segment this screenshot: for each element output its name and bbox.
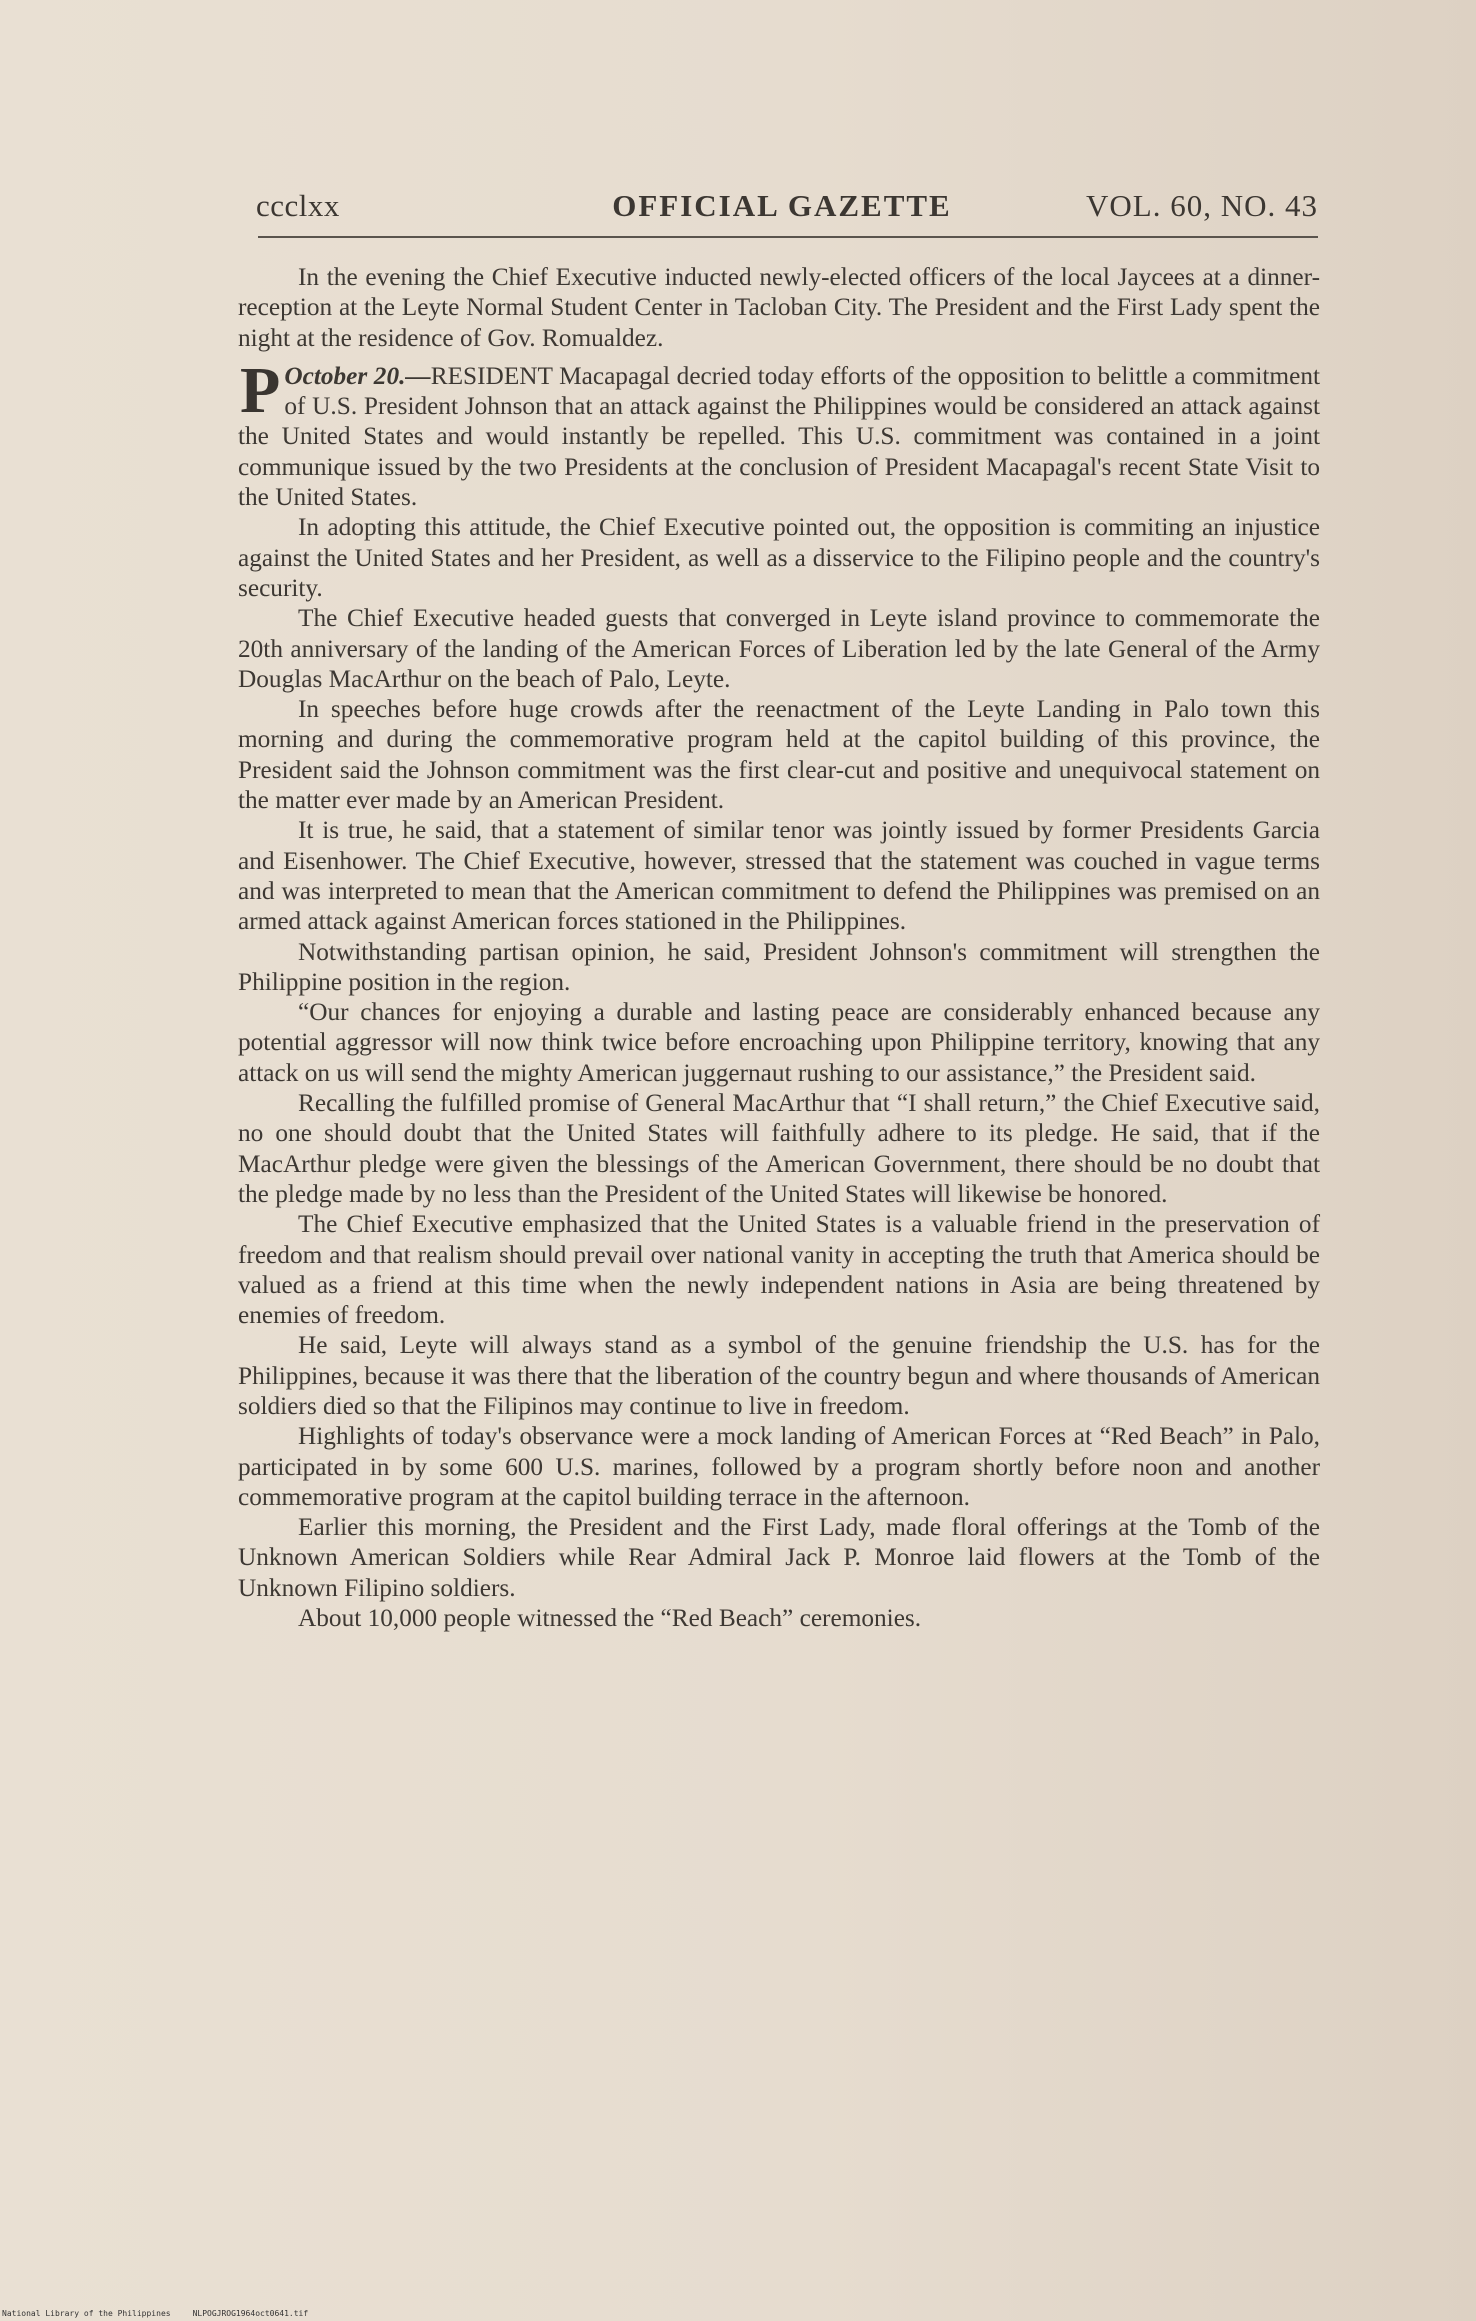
header-rule — [258, 236, 1318, 238]
paragraph-intro: In the evening the Chief Executive inducted newly-elected officers of the local Jaycees at a dinner-reception at the Leyte Normal Student Center in Tacloban City. The President and the First Lady spent the night at the residence of Gov. Romualdez. — [238, 263, 1320, 352]
volume-number: VOL. 60, NO. 43 — [1086, 188, 1318, 223]
paragraph: “Our chances for enjoying a durable and lasting peace are considerably enhanced because any potential aggressor will now think twice before encroaching upon Philippine territory, knowing that any attack on us will send the mighty American juggernaut rushing to our assistance,” the President said. — [238, 998, 1320, 1087]
lead-text: RESIDENT Macapagal decried today efforts of the opposition to belittle a commitment of U.S. President Johnson that an attack against the Philippines would be considered an attack against the United States and would instantly be repelled. This U.S. commitment was contained in a joint communique issued by the two Presidents at the conclusion of President Macapagal's recent State Visit to the United States. — [238, 361, 1320, 512]
footer-source: National Library of the Philippines — [2, 2309, 171, 2318]
paragraph: It is true, he said, that a statement of similar tenor was jointly issued by former Presidents Garcia and Eisenhower. The Chief Executive, however, stressed that the statement was couched in vague terms and was interpreted to mean that the American commitment to defend the Philippines was premised on an armed attack against American forces stationed in the Philippines. — [238, 816, 1320, 936]
paragraph: The Chief Executive emphasized that the United States is a valuable friend in the preservation of freedom and that realism should prevail over national vanity in accepting the truth that America should be valued as a friend at this time when the newly independent nations in Asia are being threatened by enemies of freedom. — [238, 1210, 1320, 1330]
paragraph: He said, Leyte will always stand as a symbol of the genuine friendship the U.S. has for the Philippines, because it was there that the liberation of the country begun and where thousands of American soldiers died so that the Filipinos may continue to live in freedom. — [238, 1331, 1320, 1420]
publication-title: OFFICIAL GAZETTE — [612, 188, 952, 223]
scan-footer — [2, 2308, 702, 2320]
paragraph: Earlier this morning, the President and the First Lady, made floral offerings at the Tomb of the Unknown American Soldiers while Rear Admiral Jack P. Monroe laid flowers at the Tomb of the Unknown Filipino soldiers. — [238, 1513, 1320, 1602]
paragraph: Notwithstanding partisan opinion, he said, President Johnson's commitment will strengthen the Philippine position in the region. — [238, 937, 1320, 996]
page-header — [246, 186, 1318, 238]
paragraph: In speeches before huge crowds after the reenactment of the Leyte Landing in Palo town this morning and during the commemorative program held at the capitol building of this province, the President said the Johnson commitment was the first clear-cut and positive and unequivocal statement on the matter ever made by an American President. — [238, 695, 1320, 815]
article-body — [238, 262, 1320, 1633]
paragraph: The Chief Executive headed guests that converged in Leyte island province to commemorate the 20th anniversary of the landing of the American Forces of Liberation led by the late General of the Army Douglas MacArthur on the beach of Palo, Leyte. — [238, 604, 1320, 693]
paragraph: Highlights of today's observance were a mock landing of American Forces at “Red Beach” in Palo, participated in by some 600 U.S. marines, followed by a program shortly before noon and another commemorative program at the capitol building terrace in the afternoon. — [238, 1422, 1320, 1511]
paragraph-lead — [238, 353, 1320, 512]
drop-cap: P — [240, 353, 281, 427]
page-number: ccclxx — [256, 188, 340, 223]
paragraph: In adopting this attitude, the Chief Executive pointed out, the opposition is commiting an injustice against the United States and her President, as well as a disservice to the Filipino people and the country's security. — [238, 513, 1320, 602]
dateline: October 20.— — [284, 361, 431, 390]
footer-filename: NLPOGJROG1964oct0641.tif — [192, 2309, 309, 2318]
paragraph: About 10,000 people witnessed the “Red Beach” ceremonies. — [298, 1604, 922, 1633]
paragraph: Recalling the fulfilled promise of General MacArthur that “I shall return,” the Chief Executive said, no one should doubt that the United States will faithfully adhere to its pledge. He said, that if the MacArthur pledge were given the blessings of the American Government, there should be no doubt that the pledge made by no less than the President of the United States will likewise be honored. — [238, 1089, 1320, 1208]
